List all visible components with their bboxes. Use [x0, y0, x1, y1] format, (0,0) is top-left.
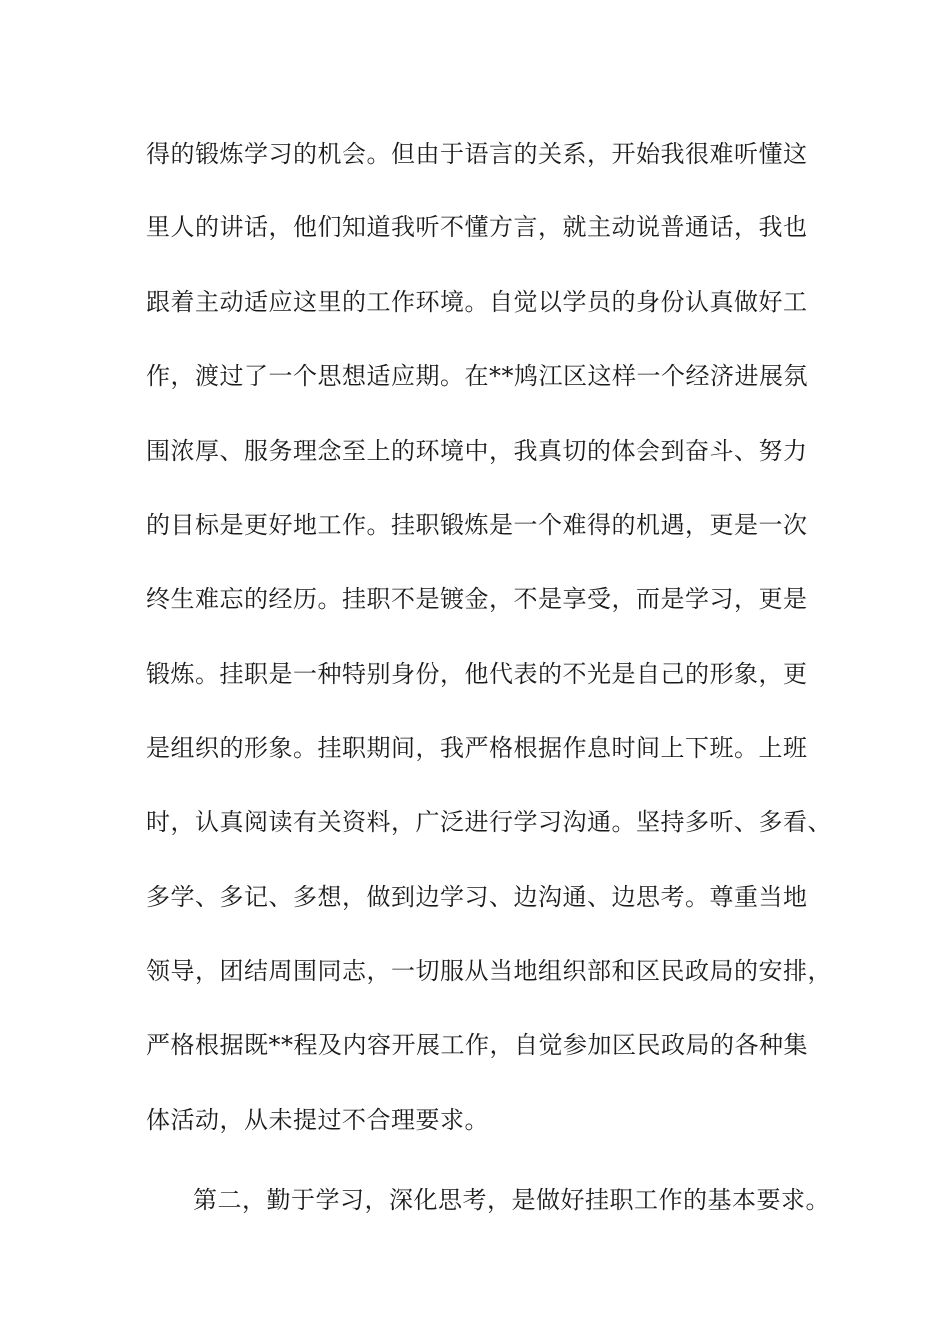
paragraph-line: 跟着主动适应这里的工作环境。自觉以学员的身份认真做好工: [146, 288, 808, 316]
paragraph-line: 围浓厚、服务理念至上的环境中，我真切的体会到奋斗、努力: [146, 437, 808, 465]
paragraph-line: 是组织的形象。挂职期间，我严格根据作息时间上下班。上班: [146, 734, 808, 762]
paragraph-line: 体活动，从未提过不合理要求。: [146, 1106, 489, 1134]
paragraph-line: 领导，团结周围同志，一切服从当地组织部和区民政局的安排，: [146, 957, 832, 985]
paragraph-line: 里人的讲话，他们知道我听不懂方言，就主动说普通话，我也: [146, 213, 808, 241]
paragraph-line: 严格根据既**程及内容开展工作，自觉参加区民政局的各种集: [146, 1031, 808, 1059]
paragraph-line: 作，渡过了一个思想适应期。在**鸠江区这样一个经济进展氛: [146, 362, 808, 390]
paragraph-line: 时，认真阅读有关资料，广泛进行学习沟通。坚持多听、多看、: [146, 808, 832, 836]
paragraph-line: 锻炼。挂职是一种特别身份，他代表的不光是自己的形象，更: [146, 660, 808, 688]
paragraph-line: 的目标是更好地工作。挂职锻炼是一个难得的机遇，更是一次: [146, 511, 808, 539]
paragraph-line: 得的锻炼学习的机会。但由于语言的关系，开始我很难听懂这: [146, 140, 808, 168]
paragraph-line: 终生难忘的经历。挂职不是镀金，不是享受，而是学习，更是: [146, 585, 808, 613]
paragraph-line: 多学、多记、多想，做到边学习、边沟通、边思考。尊重当地: [146, 883, 808, 911]
paragraph-heading-line: 第二，勤于学习，深化思考，是做好挂职工作的基本要求。: [193, 1186, 830, 1214]
